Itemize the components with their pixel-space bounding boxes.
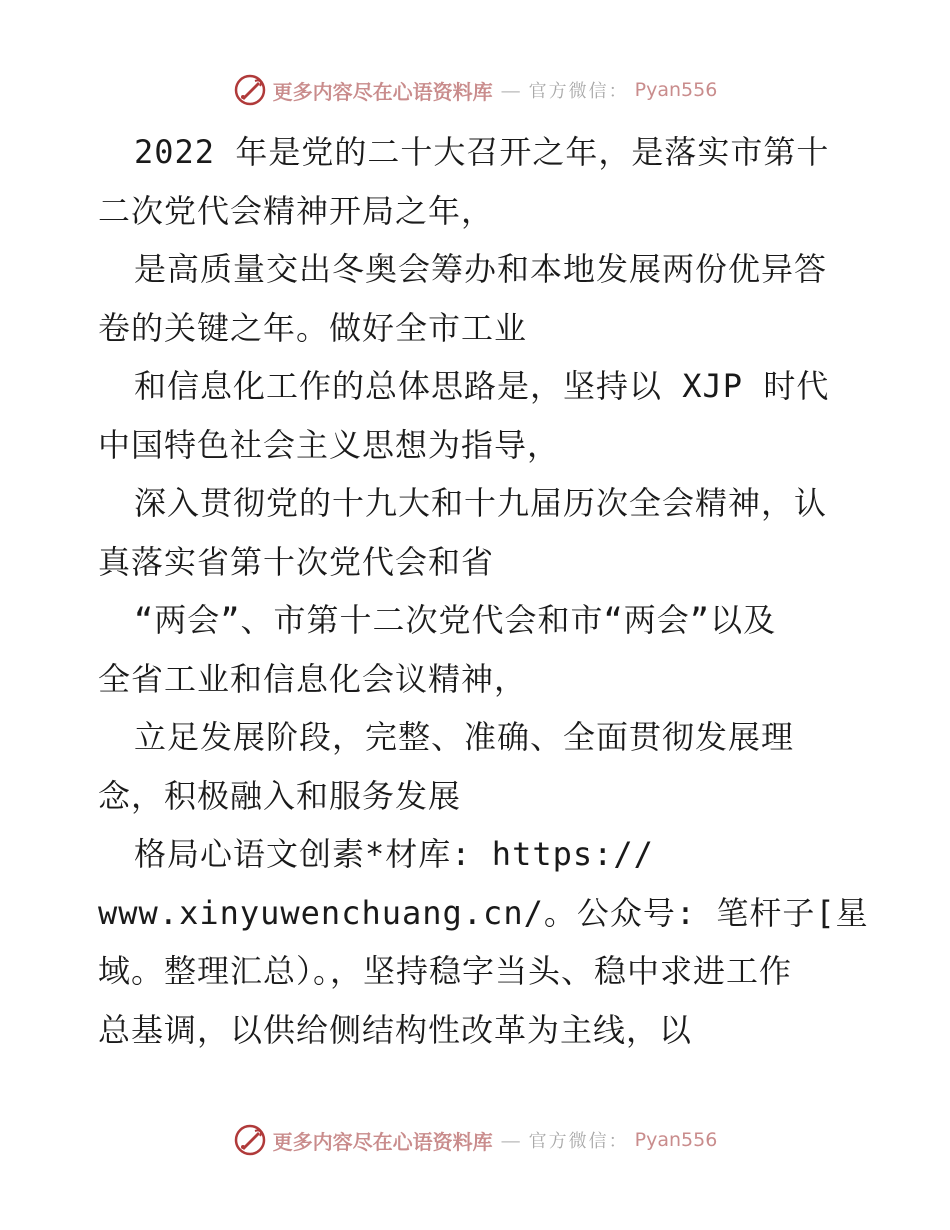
watermark-label: 官方微信： [528, 81, 629, 102]
watermark-main-text: 更多内容尽在心语资料库 [272, 1129, 493, 1154]
text-line: 总基调，以供给侧结构性改革为主线，以 [98, 1010, 693, 1049]
footer-watermark [0, 1120, 950, 1160]
text-line: 2022 年是党的二十大召开之年，是落实市第十 [134, 133, 830, 171]
quill-logo-icon [233, 73, 267, 107]
text-line: 二次党代会精神开局之年， [98, 191, 495, 230]
document-body [98, 123, 868, 1059]
watermark-separator: — [500, 1128, 521, 1152]
text-line: 深入贯彻党的十九大和十九届历次全会精神，认 [134, 484, 828, 522]
watermark-main-text: 更多内容尽在心语资料库 [272, 79, 493, 104]
text-line: 真落实省第十次党代会和省 [98, 542, 495, 581]
watermark-id: Pyan556 [634, 79, 718, 101]
text-line: 中国特色社会主义思想为指导， [98, 425, 561, 464]
text-line: 立足发展阶段，完整、准确、全面贯彻发展理 [134, 718, 795, 756]
watermark-id: Pyan556 [634, 1129, 718, 1151]
text-line: 全省工业和信息化会议精神， [98, 659, 528, 698]
text-line: www.xinyuwenchuang.cn/。公众号: 笔杆子[星 [98, 893, 869, 932]
text-line: 域。整理汇总）。，坚持稳字当头、稳中求进工作 [98, 952, 793, 990]
text-line: “两会”、市第十二次党代会和市“两会”以及 [134, 601, 777, 639]
text-line: 是高质量交出冬奥会筹办和本地发展两份优异答 [134, 250, 828, 288]
watermark-label: 官方微信： [528, 1131, 629, 1152]
text-line: 和信息化工作的总体思路是，坚持以 XJP 时代 [134, 367, 830, 405]
text-line: 卷的关键之年。做好全市工业 [98, 308, 528, 347]
text-line: 格局心语文创素*材库: https:// [134, 835, 654, 873]
text-line: 念，积极融入和服务发展 [98, 776, 462, 815]
header-watermark [0, 70, 950, 110]
watermark-separator: — [500, 78, 521, 102]
quill-logo-icon [233, 1123, 267, 1157]
